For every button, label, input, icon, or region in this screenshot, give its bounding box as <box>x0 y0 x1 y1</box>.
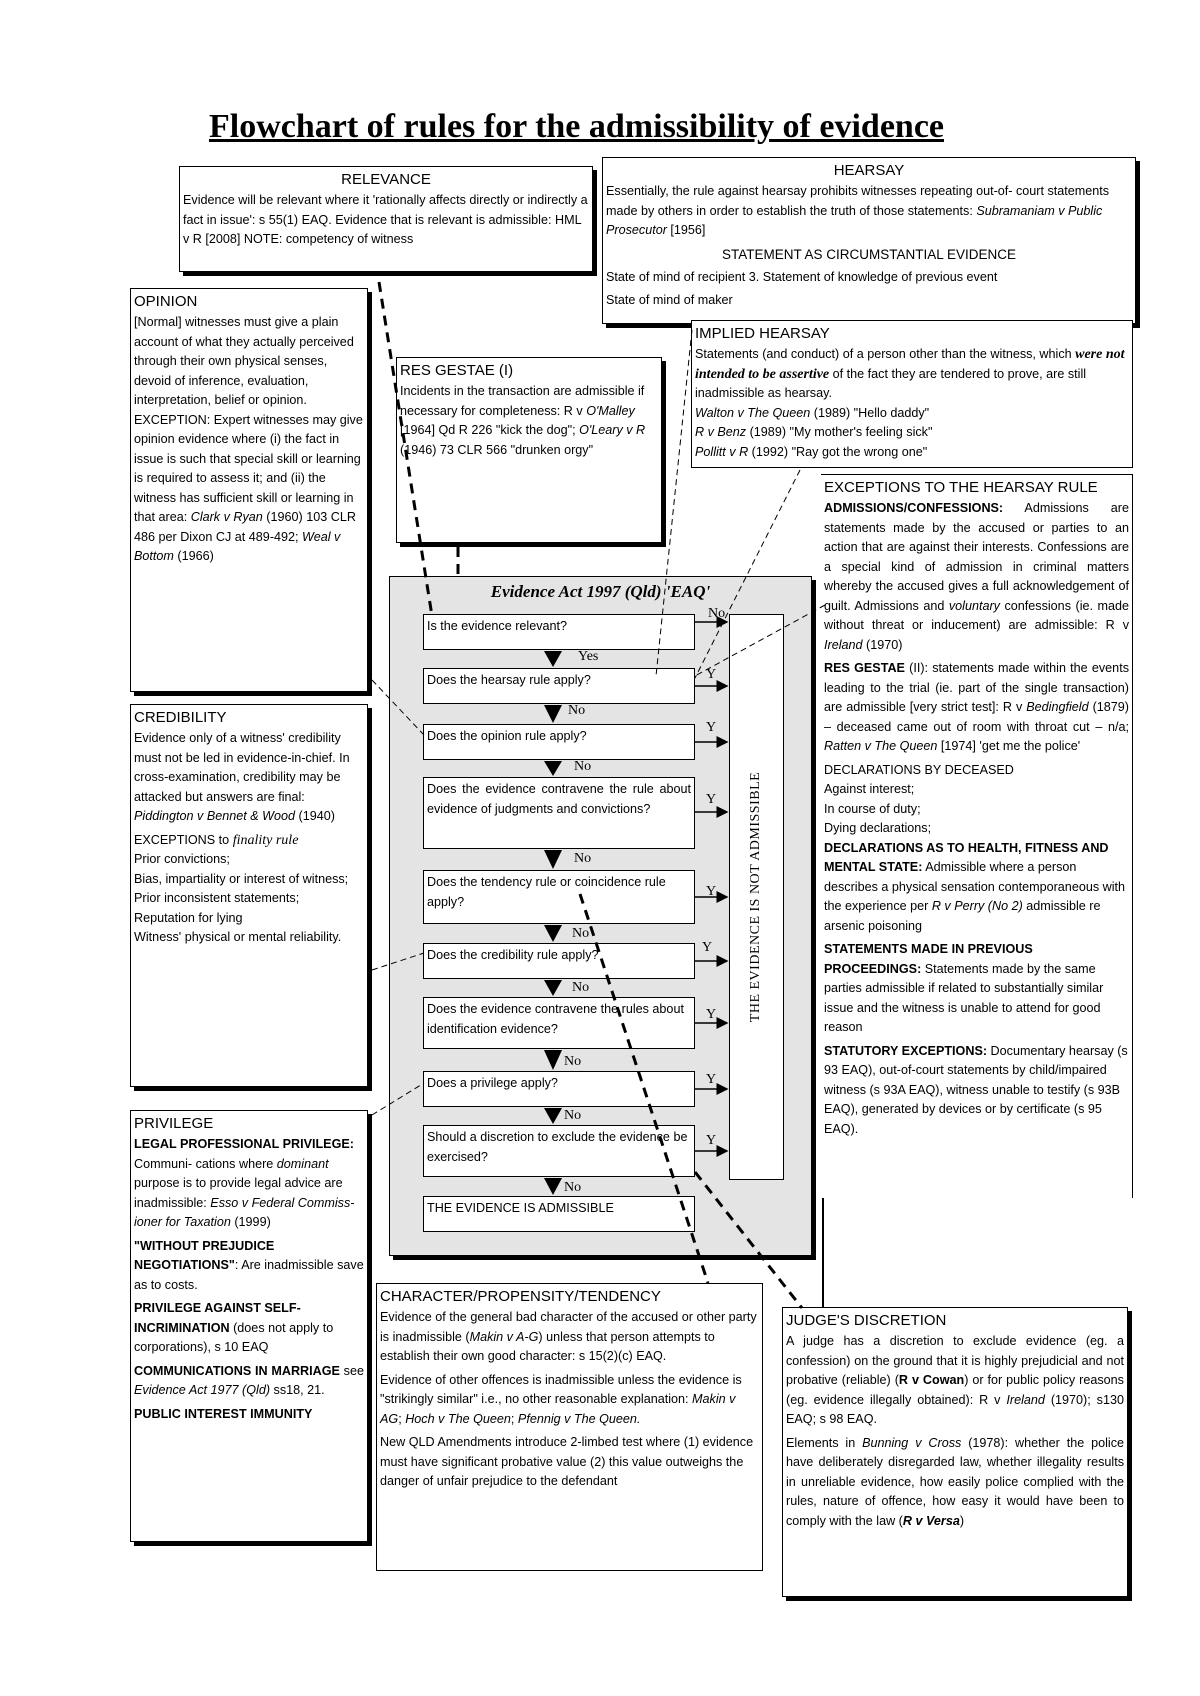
down-arrow <box>544 1108 562 1124</box>
admissions-confessions: ADMISSIONS/CONFESSIONS: Admissions are statements made by the accused or parties to an action that are against their interests. Confessions are a special kind of admission in criminal matters whereby the accused gives a full acknowledgement of guilt. Admissions and voluntary confessions (ie. made without threat or inducement) are admissible: R v Ireland (1970) <box>824 501 1130 652</box>
side-label: Y <box>706 667 717 682</box>
credibility-exception-item: Prior convictions; <box>134 852 230 866</box>
deceased-item: In course of duty; <box>824 801 921 816</box>
down-label: No <box>574 759 592 774</box>
down-arrow <box>544 1178 562 1195</box>
down-arrow <box>544 651 562 667</box>
hearsay-exceptions-heading: EXCEPTIONS TO THE HEARSAY RULE <box>824 479 1098 496</box>
implied-hearsay-case: Walton v The Queen (1989) "Hello daddy" <box>695 405 930 420</box>
down-label: No <box>568 703 586 718</box>
credibility-heading: CREDIBILITY <box>134 709 227 726</box>
connector-discretion <box>695 1172 802 1308</box>
thin-dashed-connectors <box>372 330 825 1115</box>
legal-professional-privilege: LEGAL PROFESSIONAL PRIVILEGE: Communi- cations where dominant purpose is to provide legal advice are inadmissible: Esso v Federal Commiss- ioner for Taxation (1999) <box>134 1137 355 1229</box>
credibility-rule: Evidence only of a witness' credibility must not be led in evidence-in-chief. In cross-examination, credibility may be attacked but answers are final: Piddington v Bennet & Wood (1940) <box>134 731 350 823</box>
question-identification: Does the evidence contravene the rules about identification evidence? <box>423 997 695 1049</box>
judges-discretion-heading: JUDGE'S DISCRETION <box>786 1312 947 1329</box>
statutory-exceptions: STATUTORY EXCEPTIONS: Documentary hearsay (s 93 EAQ), out-of-court statements by child/impaired witness (s 93A EAQ), witness unable to testify (s 93B EAQ), generated by devices or by certificate (s 95 EAQ). <box>824 1043 1128 1136</box>
question-opinion: Does the opinion rule apply? <box>423 724 695 760</box>
deceased-item: Against interest; <box>824 782 915 796</box>
down-label: No <box>564 1108 582 1123</box>
res-gestae-1-body: Incidents in the transaction are admissible if necessary for completeness: R v O'Malley [1964] Qd R 226 "kick the dog"; O'Leary v R (1946) 73 CLR 566 "drunken orgy" <box>400 384 646 457</box>
down-arrow <box>544 761 562 776</box>
question-privilege: Does a privilege apply? <box>423 1071 695 1107</box>
down-arrow <box>544 1050 562 1070</box>
declarations-by-deceased-heading: DECLARATIONS BY DECEASED <box>824 762 1014 777</box>
health-fitness-declarations: DECLARATIONS AS TO HEALTH, FITNESS AND MENTAL STATE: Admissible where a person describes a physical sensation contemporaneous with the experience per R v Perry (No 2) admissible re arsenic poisoning <box>824 840 1126 933</box>
judges-discretion-rule: A judge has a discretion to exclude evidence (eg. a confession) on the ground that it is highly prejudicial and not probative (reliable) (R v Cowan) or for public policy reasons (eg. evidence illegally obtained): R v Ireland (1970); s130 EAQ; s 98 EAQ. <box>786 1334 1124 1426</box>
hearsay-item-2: State of mind of maker <box>606 293 733 307</box>
down-label: No <box>572 980 590 995</box>
down-arrow <box>544 980 562 996</box>
credibility-exception-item: Prior inconsistent statements; <box>134 891 300 905</box>
connector-hearsay <box>656 330 692 676</box>
self-incrimination: PRIVILEGE AGAINST SELF-INCRIMINATION (does not apply to corporations), s 10 EAQ <box>134 1301 334 1354</box>
down-arrow <box>544 925 562 942</box>
marriage-communications: COMMUNICATIONS IN MARRIAGE see Evidence Act 1977 (Qld) ss18, 21. <box>134 1363 364 1397</box>
character-heading: CHARACTER/PROPENSITY/TENDENCY <box>380 1288 661 1305</box>
down-arrow <box>544 850 562 869</box>
side-label: Y <box>706 792 717 807</box>
side-label: Y <box>706 884 717 899</box>
connector-opinion <box>372 680 424 735</box>
bunning-elements: Elements in Bunning v Cross (1978): whether the police have deliberately disregarded law, whether illegality results in unreliable evidence, how easily police complied with the rules, nature of offence, how easy it would have been to comply with the law (R v Versa) <box>786 1435 1124 1528</box>
down-arrows <box>544 651 562 1195</box>
relevance-body: Evidence will be relevant where it 'rationally affects directly or indirectly a fact in issue': s 55(1) EAQ. Evidence that is relevant is admissible: HML v R [2008] NOTE: competency of witness <box>183 193 588 246</box>
implied-hearsay-body: Statements (and conduct) of a person other than the witness, which were not intended to be assertive of the fact they are tendered to prove, are still inadmissible as hearsay. <box>695 347 1125 400</box>
question-credibility: Does the credibility rule apply? <box>423 943 695 979</box>
side-label: Y <box>706 1007 717 1022</box>
side-label: Y <box>702 940 713 955</box>
other-offences-rule: Evidence of other offences is inadmissible unless the evidence is "strikingly similar" i.e., no other reasonable explanation: Makin v AG; Hoch v The Queen; Pfennig v The Queen. <box>380 1372 742 1426</box>
hearsay-item-1: State of mind of recipient 3. Statement of knowledge of previous event <box>606 269 998 284</box>
opinion-exception: EXCEPTION: Expert witnesses may give opinion evidence where (i) the fact in issue is such that special skill or learning is required to assess it; and (ii) the witness has sufficient skill or learning in that area: Clark v Ryan (1960) 103 CLR 486 per Dixon CJ at 489-492; Weal v Bottom (1966) <box>134 412 363 563</box>
hearsay-subheading: STATEMENT AS CIRCUMSTANTIAL EVIDENCE <box>721 246 1017 262</box>
privilege-heading: PRIVILEGE <box>134 1115 214 1132</box>
res-gestae-2: RES GESTAE (II): statements made within the events leading to the trial (ie. part of the single transaction) are admissible [very strict test]: R v Bedingfield (1879) – deceased came out of room with throat cut – n/a; Ratten v The Queen [1974] 'get me the police' <box>824 661 1129 753</box>
connector-exceptions <box>695 605 825 676</box>
public-interest-immunity: PUBLIC INTEREST IMMUNITY <box>134 1406 313 1421</box>
credibility-exceptions-heading: EXCEPTIONS to finality rule <box>134 832 299 848</box>
hearsay-heading: HEARSAY <box>833 162 905 179</box>
connector-credibility <box>372 953 424 970</box>
side-arrows <box>695 622 727 1151</box>
opinion-heading: OPINION <box>134 293 198 310</box>
relevance-heading: RELEVANCE <box>341 171 431 188</box>
question-tendency-coincidence: Does the tendency rule or coincidence rule apply? <box>423 870 695 924</box>
connector-character <box>580 894 708 1283</box>
deceased-item: Dying declarations; <box>824 821 932 835</box>
side-label: No <box>708 606 726 621</box>
question-discretion: Should a discretion to exclude the evidence be exercised? <box>423 1125 695 1177</box>
side-label: Y <box>706 1133 717 1148</box>
flowchart-title: Evidence Act 1997 (Qld) 'EAQ' <box>490 582 711 601</box>
credibility-exception-item: Witness' physical or mental reliability. <box>134 930 342 944</box>
side-label: Y <box>706 1072 717 1087</box>
connector-privilege <box>372 1083 424 1115</box>
connector-relevance <box>379 282 432 616</box>
question-relevant: Is the evidence relevant? <box>423 614 695 650</box>
credibility-exception-item: Reputation for lying <box>134 910 243 925</box>
implied-hearsay-heading: IMPLIED HEARSAY <box>695 325 830 342</box>
admissible-result: THE EVIDENCE IS ADMISSIBLE <box>423 1196 695 1232</box>
implied-hearsay-case: R v Benz (1989) "My mother's feeling sick" <box>695 425 933 439</box>
question-judgments-convictions: Does the evidence contravene the rule about evidence of judgments and convictions? <box>423 777 695 849</box>
previous-proceedings-statements: STATEMENTS MADE IN PREVIOUS PROCEEDINGS: Statements made by the same parties admissible if related to substantially similar issue and the witness is unable to attend for good reason <box>824 942 1104 1034</box>
bold-dashed-connectors <box>379 282 802 1308</box>
without-prejudice: "WITHOUT PREJUDICE NEGOTIATIONS": Are inadmissible save as to costs. <box>134 1238 364 1292</box>
connector-implied-hearsay <box>695 470 800 678</box>
credibility-exception-item: Bias, impartiality or interest of witness; <box>134 871 349 886</box>
implied-hearsay-case: Pollitt v R (1992) "Ray got the wrong one" <box>695 444 928 459</box>
down-label: No <box>564 1054 582 1069</box>
hearsay-definition: Essentially, the rule against hearsay prohibits witnesses repeating out-of- court statements made by others in order to establish the truth of those statements: Subramaniam v Public Prosecutor [1956] <box>606 184 1110 237</box>
side-label: Y <box>706 720 717 735</box>
down-label: Yes <box>578 649 599 664</box>
character-rule: Evidence of the general bad character of the accused or other party is inadmissible (Makin v A-G) unless that person attempts to establish their own good character: s 15(2)(c) EAQ. <box>380 1310 757 1363</box>
opinion-rule: [Normal] witnesses must give a plain account of what they actually perceived through their own physical senses, devoid of inference, evaluation, interpretation, belief or opinion. <box>134 315 354 407</box>
down-arrow <box>544 705 562 723</box>
down-label: No <box>564 1180 582 1195</box>
qld-amendments: New QLD Amendments introduce 2-limbed test where (1) evidence must have significant probative value (2) this value outweighs the danger of unfair prejudice to the defendant <box>380 1435 754 1488</box>
res-gestae-1-heading: RES GESTAE (I) <box>400 362 514 379</box>
question-hearsay: Does the hearsay rule apply? <box>423 668 695 704</box>
page-title: Flowchart of rules for the admissibility of evidence <box>209 108 945 145</box>
not-admissible-label: THE EVIDENCE IS NOT ADMISSIBLE <box>748 771 763 1023</box>
down-label: No <box>574 851 592 866</box>
down-label: No <box>572 926 590 941</box>
